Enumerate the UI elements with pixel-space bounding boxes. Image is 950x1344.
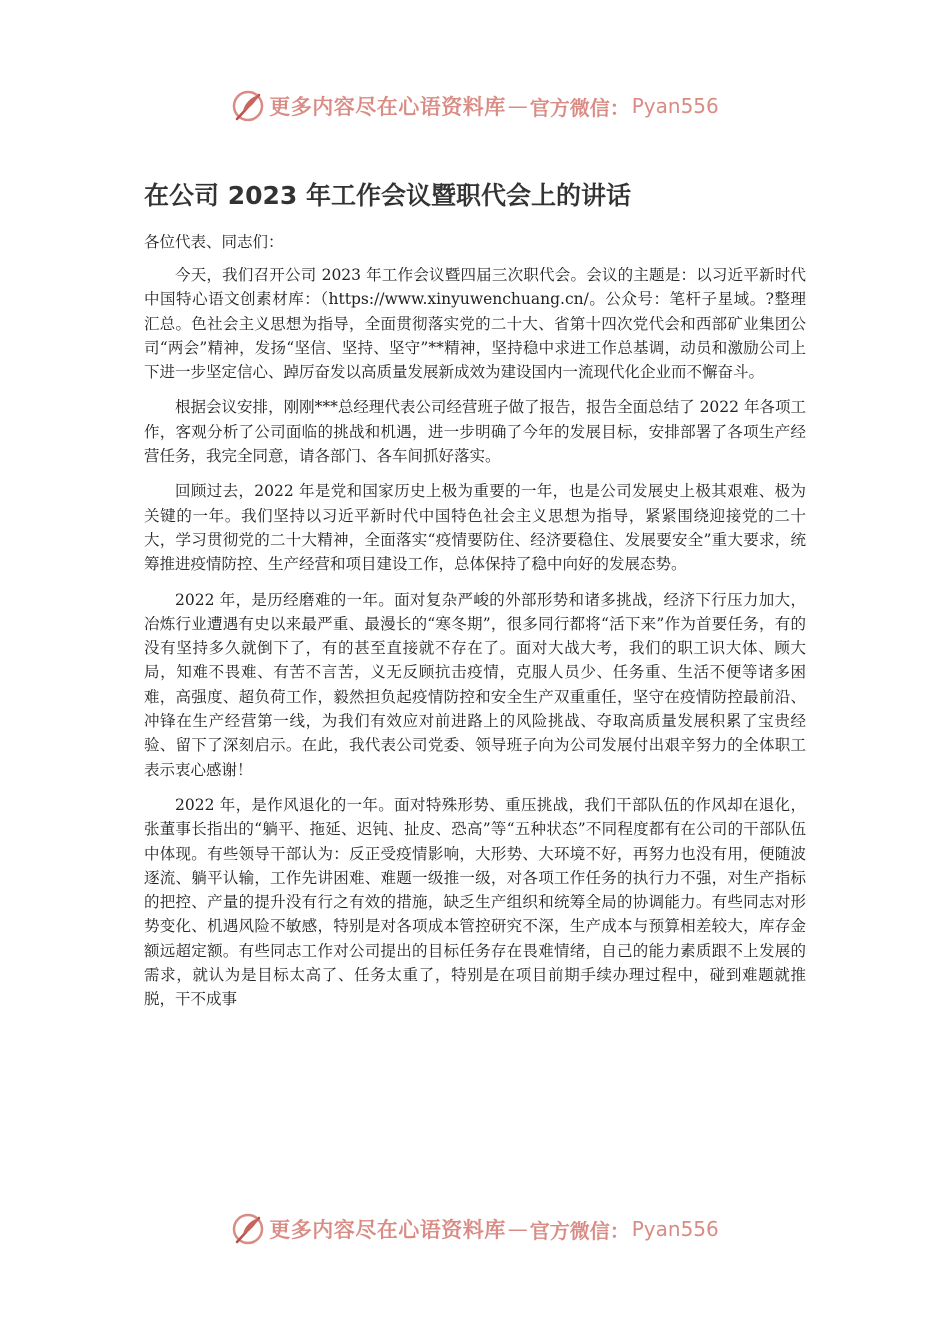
watermark-separator: —: [507, 1217, 528, 1241]
quill-logo-icon: [231, 1212, 265, 1246]
document-title: 在公司 2023 年工作会议暨职代会上的讲话: [144, 181, 631, 210]
quill-logo-icon: [231, 89, 265, 123]
footer-watermark: [0, 1209, 950, 1249]
paragraph: 回顾过去，2022 年是党和国家历史上极为重要的一年，也是公司发展史上极其艰难、极为关键的一年。我们坚持以习近平新时代中国特色社会主义思想为指导，紧紧围绕迎接党的二十大，学习贯彻党的二十大精神，全面落实“疫情要防住、经济要稳住、发展要安全”重大要求，统筹推进疫情防控、生产经营和项目建设工作，总体保持了稳中向好的发展态势。: [144, 482, 806, 574]
watermark-wechat-label: 官方微信：: [529, 1218, 630, 1243]
paragraph: 根据会议安排，刚刚***总经理代表公司经营班子做了报告，报告全面总结了 2022 年各项工作，客观分析了公司面临的挑战和机遇，进一步明确了今年的发展目标，安排部署了各项生产经营任务，我完全同意，请各部门、各车间抓好落实。: [144, 398, 806, 466]
watermark-wechat-id: Pyan556: [631, 94, 719, 118]
header-watermark: [0, 86, 950, 126]
paragraph: 2022 年，是历经磨难的一年。面对复杂严峻的外部形势和诸多挑战，经济下行压力加大，冶炼行业遭遇有史以来最严重、最漫长的“寒冬期”，很多同行都将“活下来”作为首要任务，有的没有坚持多久就倒下了，有的甚至直接就不存在了。面对大战大考，我们的职工识大体、顾大局，知难不畏难、有苦不言苦，义无反顾抗击疫情，克服人员少、任务重、生活不便等诸多困难，高强度、超负荷工作，毅然担负起疫情防控和安全生产双重重任，坚守在疫情防控最前沿、冲锋在生产经营第一线，为我们有效应对前进路上的风险挑战、夺取高质量发展积累了宝贵经验、留下了深刻启示。在此，我代表公司党委、领导班子向为公司发展付出艰辛努力的全体职工表示衷心感谢！: [144, 590, 806, 779]
watermark-separator: —: [507, 94, 528, 118]
document-body: [144, 176, 806, 1012]
paragraph: 今天，我们召开公司 2023 年工作会议暨四届三次职代会。会议的主题是：以习近平新时代中国特心语文创素材库：（https://www.xinyuwenchuang.cn/。公众号：笔杆子星域。?整理汇总。色社会主义思想为指导，全面贯彻落实党的二十大、省第十四次党代会和西部矿业集团公司“两会”精神，发扬“坚信、坚持、坚守”**精神，坚持稳中求进工作总基调，动员和激励公司上下进一步坚定信心、踔厉奋发以高质量发展新成效为建设国内一流现代化企业而不懈奋斗。: [144, 266, 806, 382]
watermark-wechat-id: Pyan556: [631, 1217, 719, 1241]
paragraph: 2022 年，是作风退化的一年。面对特殊形势、重压挑战，我们干部队伍的作风却在退化，张董事长指出的“躺平、拖延、迟钝、扯皮、恐高”等“五种状态”不同程度都有在公司的干部队伍中体现。有些领导干部认为：反正受疫情影响，大形势、大环境不好，再努力也没有用，便随波逐流、躺平认输，工作先讲困难、难题一级推一级，对各项工作任务的执行力不强，对生产指标的把控、产量的提升没有行之有效的措施，缺乏生产组织和统筹全局的协调能力。有些同志对形势变化、机遇风险不敏感，特别是对各项成本管控研究不深，生产成本与预算相差较大，库存金额远超定额。有些同志工作对公司提出的目标任务存在畏难情绪，自己的能力素质跟不上发展的需求，就认为是目标太高了、任务太重了，特别是在项目前期手续办理过程中，碰到难题就推脱，干不成事: [144, 795, 806, 1009]
watermark-text: 更多内容尽在心语资料库: [269, 1217, 506, 1242]
watermark-wechat-label: 官方微信：: [529, 95, 630, 120]
watermark-text: 更多内容尽在心语资料库: [269, 94, 506, 119]
salutation: 各位代表、同志们：: [144, 233, 284, 251]
